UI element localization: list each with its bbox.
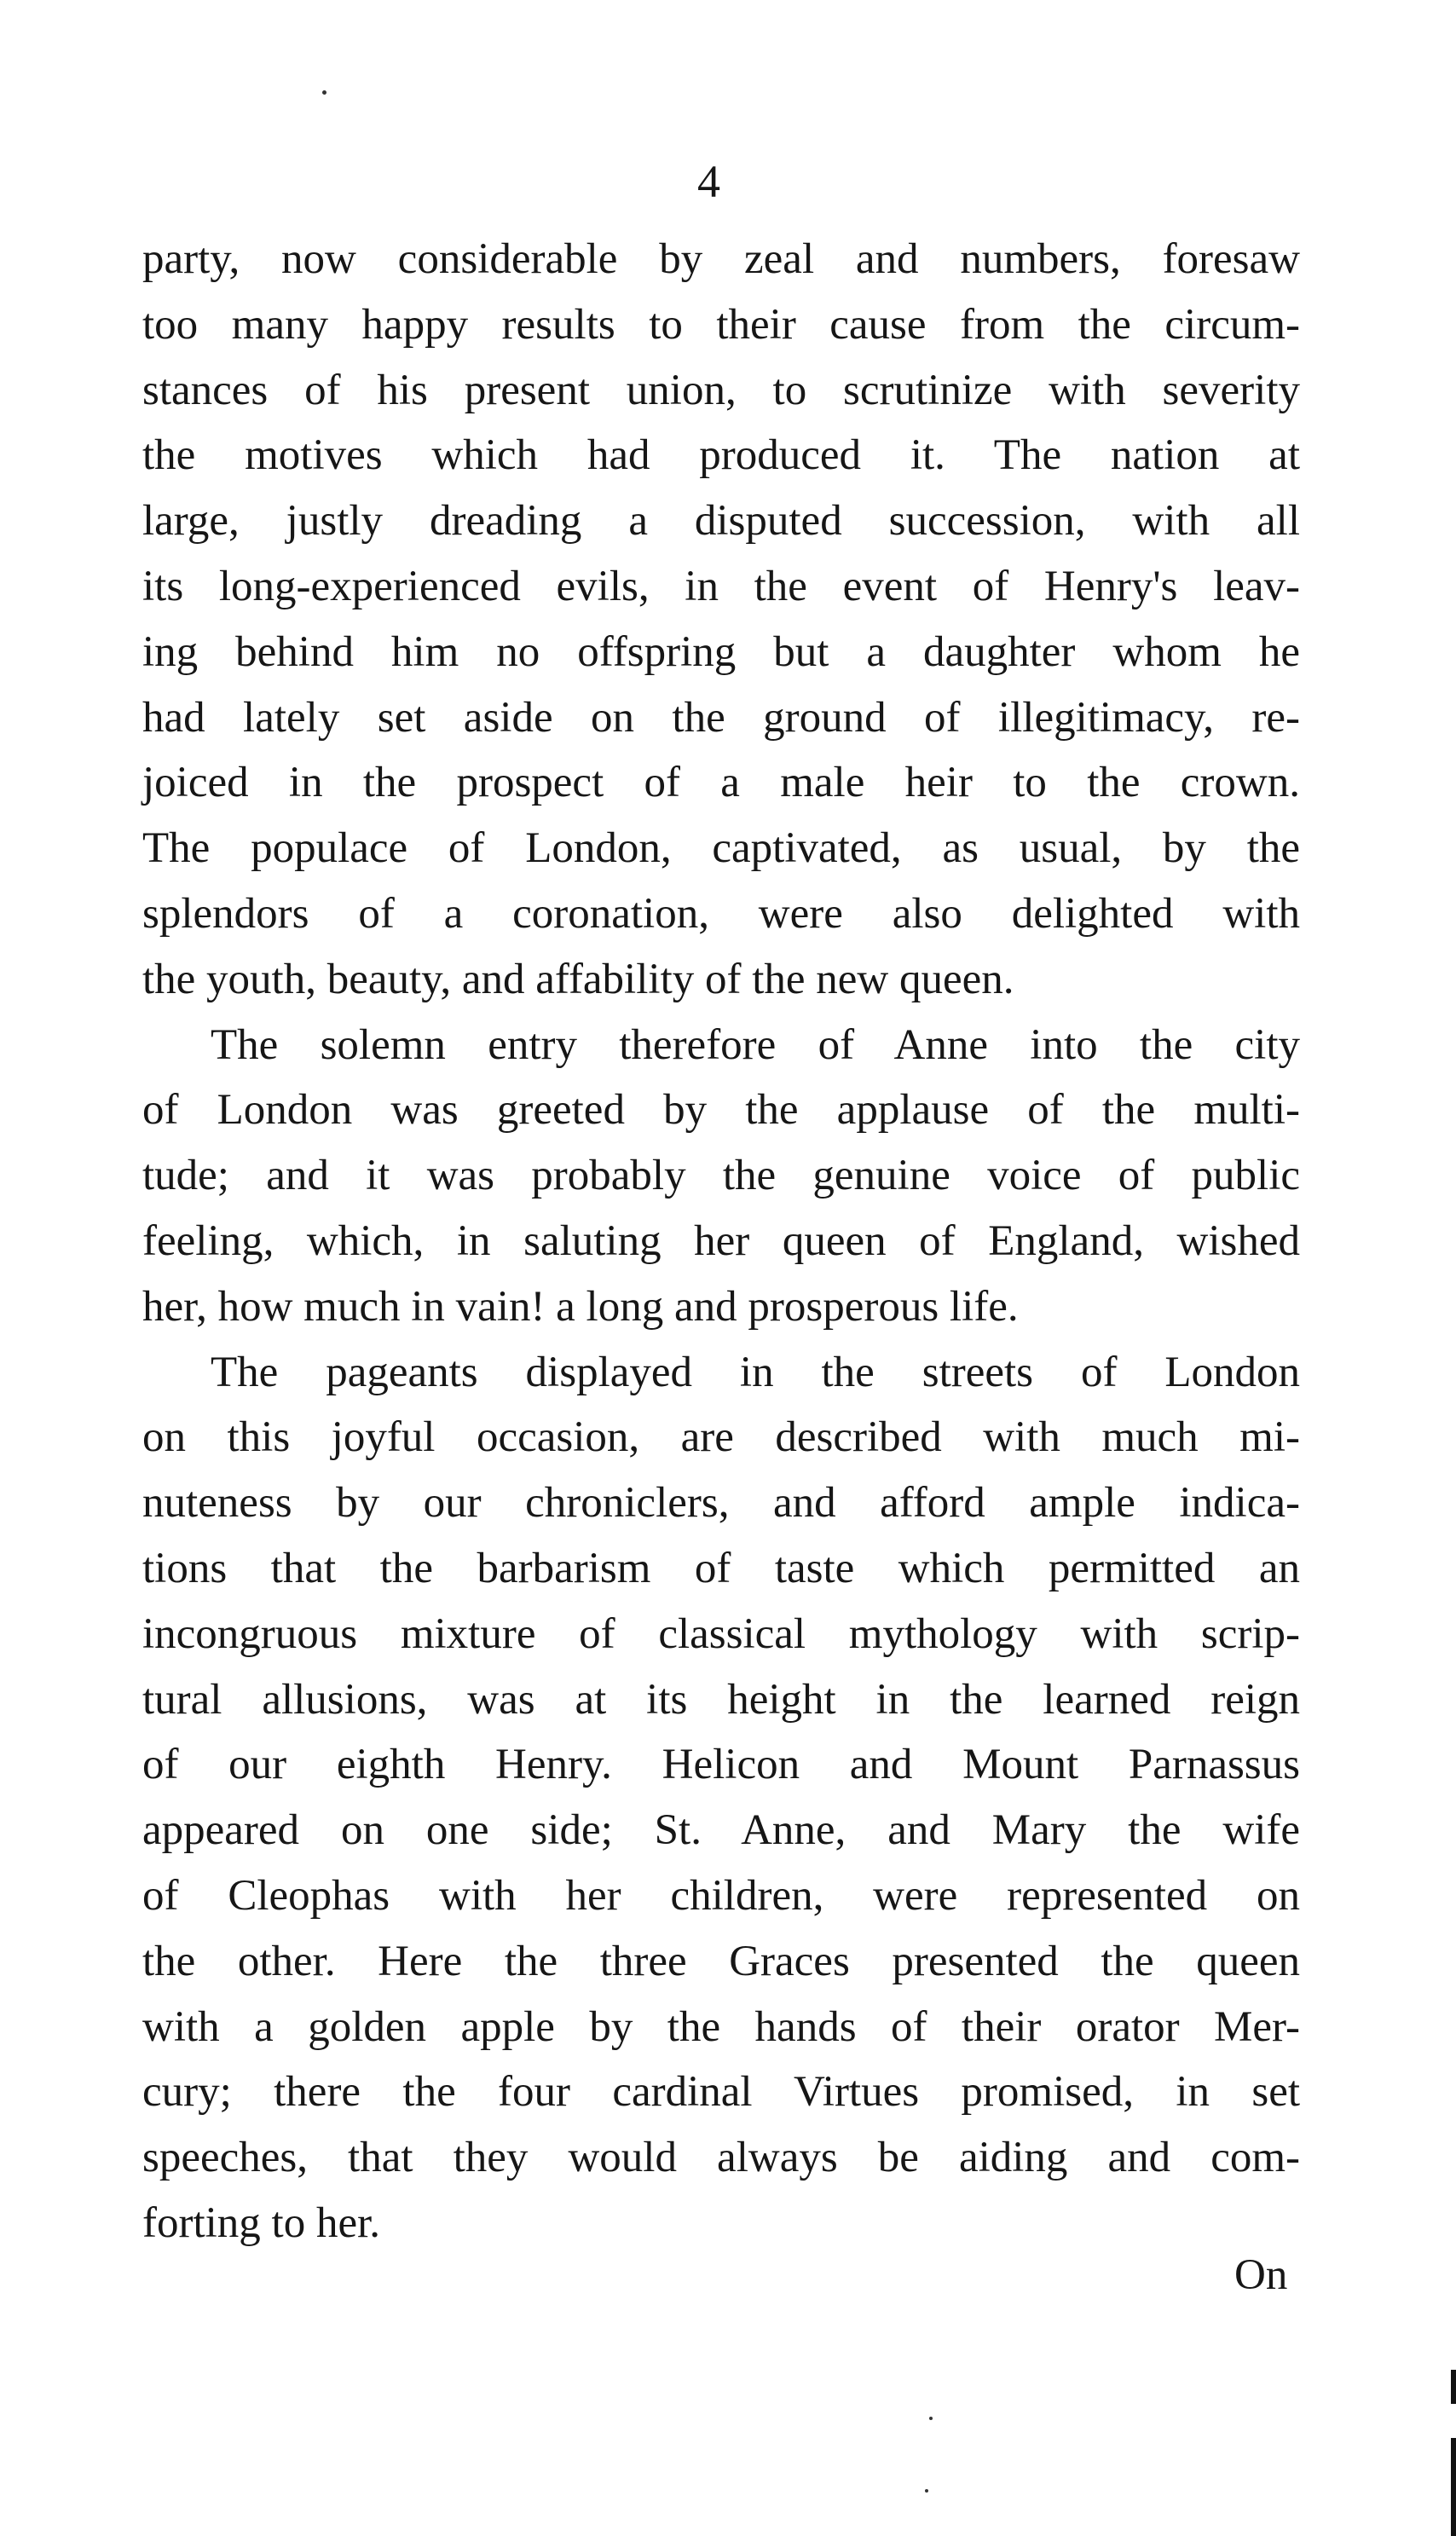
text-line: The solemn entry therefore of Anne into the city [211, 1020, 1300, 1069]
scan-speck [925, 2489, 928, 2493]
text-line: of Cleophas with her children, were represented on [142, 1871, 1300, 1920]
text-line: appeared on one side; St. Anne, and Mary the wife [142, 1806, 1300, 1855]
text-line: joiced in the prospect of a male heir to the crown. [142, 759, 1300, 807]
text-line: large, justly dreading a disputed succession, with all [142, 497, 1300, 546]
text-line: tural allusions, was at its height in the learned reign [142, 1675, 1300, 1724]
text-line: forting to her. [142, 2198, 381, 2247]
text-line: ing behind him no offspring but a daughter whom he [142, 627, 1300, 676]
text-line: the motives which had produced it. The nation at [142, 431, 1300, 480]
scan-edge [1451, 2438, 1456, 2536]
text-line: party, now considerable by zeal and numbers, foresaw [142, 235, 1300, 283]
text-line: The populace of London, captivated, as usual, by the [142, 824, 1300, 873]
scan-speck [929, 2417, 933, 2420]
text-line: of London was greeted by the applause of the multi- [142, 1086, 1300, 1135]
text-line: the other. Here the three Graces presented the queen [142, 1937, 1300, 1985]
text-line: tions that the barbarism of taste which permitted an [142, 1544, 1300, 1592]
text-line: splendors of a coronation, were also delighted with [142, 889, 1300, 938]
text-line: the youth, beauty, and affability of the new queen. [142, 955, 1014, 1003]
text-line: stances of his present union, to scrutinize with severity [142, 366, 1300, 414]
text-line: incongruous mixture of classical mythology with scrip- [142, 1609, 1300, 1658]
catchword: On [1234, 2251, 1288, 2299]
text-line: on this joyful occasion, are described with much mi- [142, 1413, 1300, 1462]
text-line: The pageants displayed in the streets of London [211, 1348, 1300, 1396]
text-line: speeches, that they would always be aiding and com- [142, 2134, 1300, 2182]
text-line: its long-experienced evils, in the event of Henry's leav- [142, 562, 1300, 610]
text-line: of our eighth Henry. Helicon and Mount Parnassus [142, 1741, 1300, 1789]
text-line: feeling, which, in saluting her queen of England, wished [142, 1216, 1300, 1265]
scan-speck [322, 90, 326, 95]
text-line: cury; there the four cardinal Virtues promised, in set [142, 2068, 1300, 2117]
text-line: with a golden apple by the hands of their orator Mer- [142, 2002, 1300, 2051]
text-line: her, how much in vain! a long and prosperous life. [142, 1282, 1019, 1331]
body-text [142, 227, 1300, 2256]
text-line: tude; and it was probably the genuine voice of public [142, 1152, 1300, 1200]
text-line: too many happy results to their cause from the circum- [142, 300, 1300, 349]
page-number: 4 [697, 156, 720, 207]
text-line: had lately set aside on the ground of illegitimacy, re- [142, 693, 1300, 742]
scan-edge [1451, 2370, 1456, 2404]
text-line: nuteness by our chroniclers, and afford ample indica- [142, 1479, 1300, 1528]
